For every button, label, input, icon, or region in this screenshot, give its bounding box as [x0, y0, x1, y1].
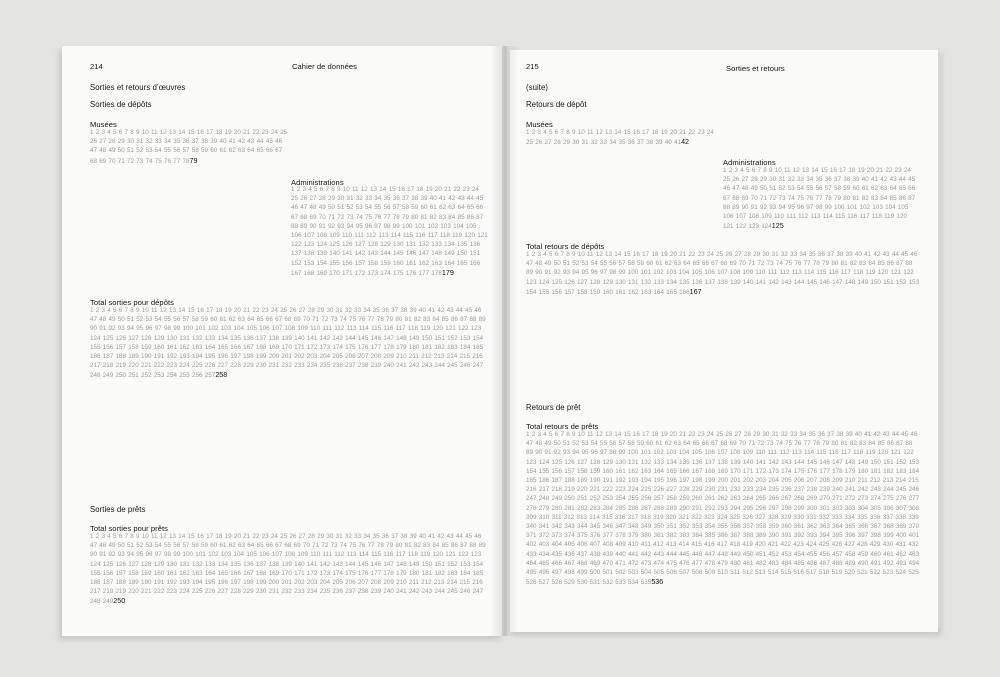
total-sorties-prets-tally-grid: 1 2 3 4 5 6 7 8 9 10 11 12 13 14 15 16 17 18 19 20 21 22 23 24 25 26 27 28 29 30 31 32 33 34 35 36 37 38 39 40 41 42 43 44 45 46 47 48 49 50 51 52 53 54 55 56 57 58 59 60 61 62 63 64 65 66 67 68 69 70 71 72 73 74 75 76 77 78 79 80 81 82 83 84 85 86 87 88 89 90 91 92 93 94 95 96 97 98 99 100 101 102 103 104 105 106 107 108 109 110 111 112 113 114 115 116 117 118 119 120 121 122 123 124 125 126 127 128 129 130 131 132 133 134 135 136 137 138 139 140 141 142 143 144 145 146 147 148 149 150 151 152 153 154 155 156 157 158 159 160 161 162 163 164 165 166 167 168 169 170 171 172 173 174 175 176 177 178 179 180 181 182 183 184 185 186 187 188 189 190 191 192 193 194 195 196 197 198 199 200 201 202 203 204 205 206 207 208 209 210 211 212 213 214 215 216 217 218 219 220 221 222 223 224 225 226 227 228 229 230 231 232 233 234 235 236 237 238 239 240 241 242 243 244 245 246 247 248 249250: [90, 533, 486, 606]
retours-administrations-tally-grid: 1 2 3 4 5 6 7 8 9 10 11 12 13 14 15 16 17 18 19 20 21 22 23 24 25 26 27 28 29 30 31 32 33 34 35 36 37 38 39 40 41 42 43 44 45 46 47 48 49 50 51 52 53 54 55 56 57 58 59 60 61 62 63 64 65 66 67 68 69 70 71 72 73 74 75 76 77 78 79 80 81 82 83 84 85 86 87 88 89 90 91 92 93 94 95 96 97 98 99 100 101 102 103 104 105 106 107 108 109 110 111 112 113 114 115 116 117 118 119 120 121 122 123 124125: [723, 167, 916, 231]
total-sorties-depots-label: Total sorties pour dépôts: [90, 298, 174, 307]
retours-musees-total: 42: [681, 137, 690, 147]
total-sorties-prets-label: Total sorties pour prêts: [90, 524, 169, 533]
subsection-sorties-depots: Sorties de dépôts: [90, 100, 152, 109]
total-retours-depots-total: 167: [689, 286, 702, 296]
left-running-head: Cahier de données: [292, 62, 358, 71]
subsection-sorties-prets: Sorties de prêts: [90, 505, 146, 514]
musees-total: 79: [189, 155, 198, 165]
total-sorties-depots-tally-grid: 1 2 3 4 5 6 7 8 9 10 11 12 13 14 15 16 17 18 19 20 21 22 23 24 25 26 27 28 29 30 31 32 33 34 35 36 37 38 39 40 41 42 43 44 45 46 47 48 49 50 51 52 53 54 55 56 57 58 59 60 61 62 63 64 65 66 67 68 69 70 71 72 73 74 75 76 77 78 79 80 81 82 83 84 85 86 87 88 89 90 91 92 93 94 95 96 97 98 99 100 101 102 103 104 105 106 107 108 109 110 111 112 113 114 115 116 117 118 119 120 121 122 123 124 125 126 127 128 129 130 131 132 133 134 135 136 137 138 139 140 141 142 143 144 145 146 147 148 149 150 151 152 153 154 155 156 157 158 159 160 161 162 163 164 165 166 167 168 169 170 171 172 173 174 175 176 177 178 179 180 181 182 183 184 185 186 187 188 189 190 191 192 193 194 195 196 197 198 199 200 201 202 203 204 205 206 207 208 209 210 211 212 213 214 215 216 217 218 219 220 221 222 223 224 225 226 227 228 229 230 231 232 233 234 235 236 237 238 239 240 241 242 243 244 245 246 247 248 249 250 251 252 253 254 255 256 257258: [90, 307, 486, 380]
total-retours-prets-label: Total retours de prêts: [526, 422, 599, 431]
musees-tally-grid: 1 2 3 4 5 6 7 8 9 10 11 12 13 14 15 16 17 18 19 20 21 22 23 24 25 26 27 28 29 30 31 32 33 34 35 36 37 38 39 40 41 42 43 44 45 46 47 48 49 50 51 52 53 54 55 56 57 58 59 60 61 62 63 64 65 66 67 68 69 70 71 72 73 74 75 76 77 7879: [90, 129, 288, 165]
administrations-total: 179: [441, 267, 454, 277]
retours-musees-label: Musées: [526, 120, 553, 129]
book-gutter: [490, 46, 520, 636]
subsection-retours-pret: Retours de prêt: [526, 403, 581, 412]
retours-musees-tally-grid: 1 2 3 4 5 6 7 8 9 10 11 12 13 14 15 16 17 18 19 20 21 22 23 24 25 26 27 28 29 30 31 32 33 34 35 36 37 38 39 40 4142: [526, 129, 714, 147]
administrations-label: Administrations: [291, 178, 344, 187]
total-retours-depots-label: Total retours de dépôts: [526, 242, 605, 251]
musees-label: Musées: [90, 120, 117, 129]
section-title: Sorties et retours d’œuvres: [90, 83, 186, 92]
page-stack-edge: [938, 56, 942, 628]
total-retours-depots-tally-grid: 1 2 3 4 5 6 7 8 9 10 11 12 13 14 15 16 17 18 19 20 21 22 23 24 25 26 27 28 29 30 31 32 33 34 35 36 37 38 39 40 41 42 43 44 45 46 47 48 49 50 51 52 53 54 55 56 57 58 59 60 61 62 63 64 65 66 67 68 69 70 71 72 73 74 75 76 77 78 79 80 81 82 83 84 85 86 87 88 89 90 91 92 93 94 95 96 97 98 99 100 101 102 103 104 105 106 107 108 109 110 111 112 113 114 115 116 117 118 119 120 121 122 123 124 125 126 127 128 129 130 131 132 133 134 135 136 137 138 139 140 141 142 143 144 145 146 147 148 149 150 151 152 153 154 155 156 157 158 159 160 161 162 163 164 165 166167: [526, 251, 920, 296]
total-sorties-depots-total: 258: [215, 370, 228, 380]
right-running-head: Sorties et retours: [726, 64, 785, 73]
administrations-tally-grid: 1 2 3 4 5 6 7 8 9 10 11 12 13 14 15 16 17 18 19 20 21 22 23 24 25 26 27 28 29 30 31 32 33 34 35 36 37 38 39 40 41 42 43 44 45 46 47 48 49 50 51 52 53 54 55 56 57 58 59 60 61 62 63 64 65 66 67 68 69 70 71 72 73 74 75 76 77 78 79 80 81 82 83 84 85 86 87 88 89 90 91 92 93 94 95 96 97 98 99 100 101 102 103 104 105 106 107 108 109 110 111 112 113 114 115 116 117 118 119 120 121 122 123 124 125 126 127 128 129 130 131 132 133 134 135 136 137 138 139 140 141 142 143 144 145 146 147 148 149 150 151 152 153 154 155 156 157 158 159 160 161 162 163 164 165 166 167 168 169 170 171 172 173 174 175 176 177 178179: [291, 186, 488, 277]
total-retours-prets-total: 536: [651, 577, 664, 587]
suite-label: (suite): [526, 83, 549, 92]
retours-administrations-total: 125: [771, 221, 784, 231]
left-page-number: 214: [90, 62, 103, 71]
total-retours-prets-tally-grid: 1 2 3 4 5 6 7 8 9 10 11 12 13 14 15 16 17 18 19 20 21 22 23 24 25 26 27 28 29 30 31 32 33 34 35 36 37 38 39 40 41 42 43 44 45 46 47 48 49 50 51 52 53 54 55 56 57 58 59 60 61 62 63 64 65 66 67 68 69 70 71 72 73 74 75 76 77 78 79 80 81 82 83 84 85 86 87 88 89 90 91 92 93 94 95 96 97 98 99 100 101 102 103 104 105 106 107 108 109 110 111 112 113 114 115 116 117 118 119 120 121 122 123 124 125 126 127 128 129 130 131 132 133 134 135 136 137 138 139 140 141 142 143 144 145 146 147 148 149 150 151 152 153 154 155 156 157 158 159 160 161 162 163 164 165 166 167 168 169 170 171 172 173 174 175 176 177 178 179 180 181 182 183 184 185 186 187 188 189 190 191 192 193 194 195 196 197 198 199 200 201 202 203 204 205 206 207 208 209 210 211 212 213 214 215 216 217 218 219 220 221 222 223 224 225 226 227 228 229 230 231 232 233 234 235 236 237 238 239 240 241 242 243 244 245 246 247 248 249 250 251 252 253 254 255 256 257 258 259 260 261 262 263 264 265 266 267 268 269 270 271 272 273 274 275 276 277 278 279 280 281 282 283 284 285 286 287 288 289 290 291 292 293 294 295 296 297 298 299 300 301 302 303 304 305 306 307 308 309 310 311 312 313 314 315 316 317 318 319 320 321 322 323 324 325 326 327 328 329 330 331 332 333 334 335 336 337 338 339 340 341 342 343 344 345 346 347 348 349 350 351 352 353 354 355 356 357 358 359 360 361 362 363 364 365 366 367 368 369 370 371 372 373 374 375 376 377 378 379 380 381 382 383 384 385 386 387 388 389 390 391 392 393 394 395 396 397 398 399 400 401 402 403 404 405 406 407 408 409 410 411 412 413 414 415 416 417 418 419 420 421 422 423 424 425 426 427 428 429 430 431 432 433 434 435 436 437 438 439 440 441 442 443 444 445 446 447 448 449 450 451 452 453 454 455 456 457 458 459 460 461 462 463 464 465 466 467 468 469 470 471 472 473 474 475 476 477 478 479 480 481 482 483 484 485 486 487 488 489 490 491 492 493 494 495 496 497 498 499 500 501 502 503 504 505 506 507 508 509 510 511 512 513 514 515 516 517 518 519 520 521 522 523 524 525 526 527 528 529 530 531 532 533 534 535536: [526, 431, 920, 587]
right-page-number: 215: [526, 62, 539, 71]
retours-administrations-label: Administrations: [723, 158, 776, 167]
subsection-retours-depot: Retours de dépôt: [526, 100, 587, 109]
total-sorties-prets-total: 250: [113, 596, 126, 606]
